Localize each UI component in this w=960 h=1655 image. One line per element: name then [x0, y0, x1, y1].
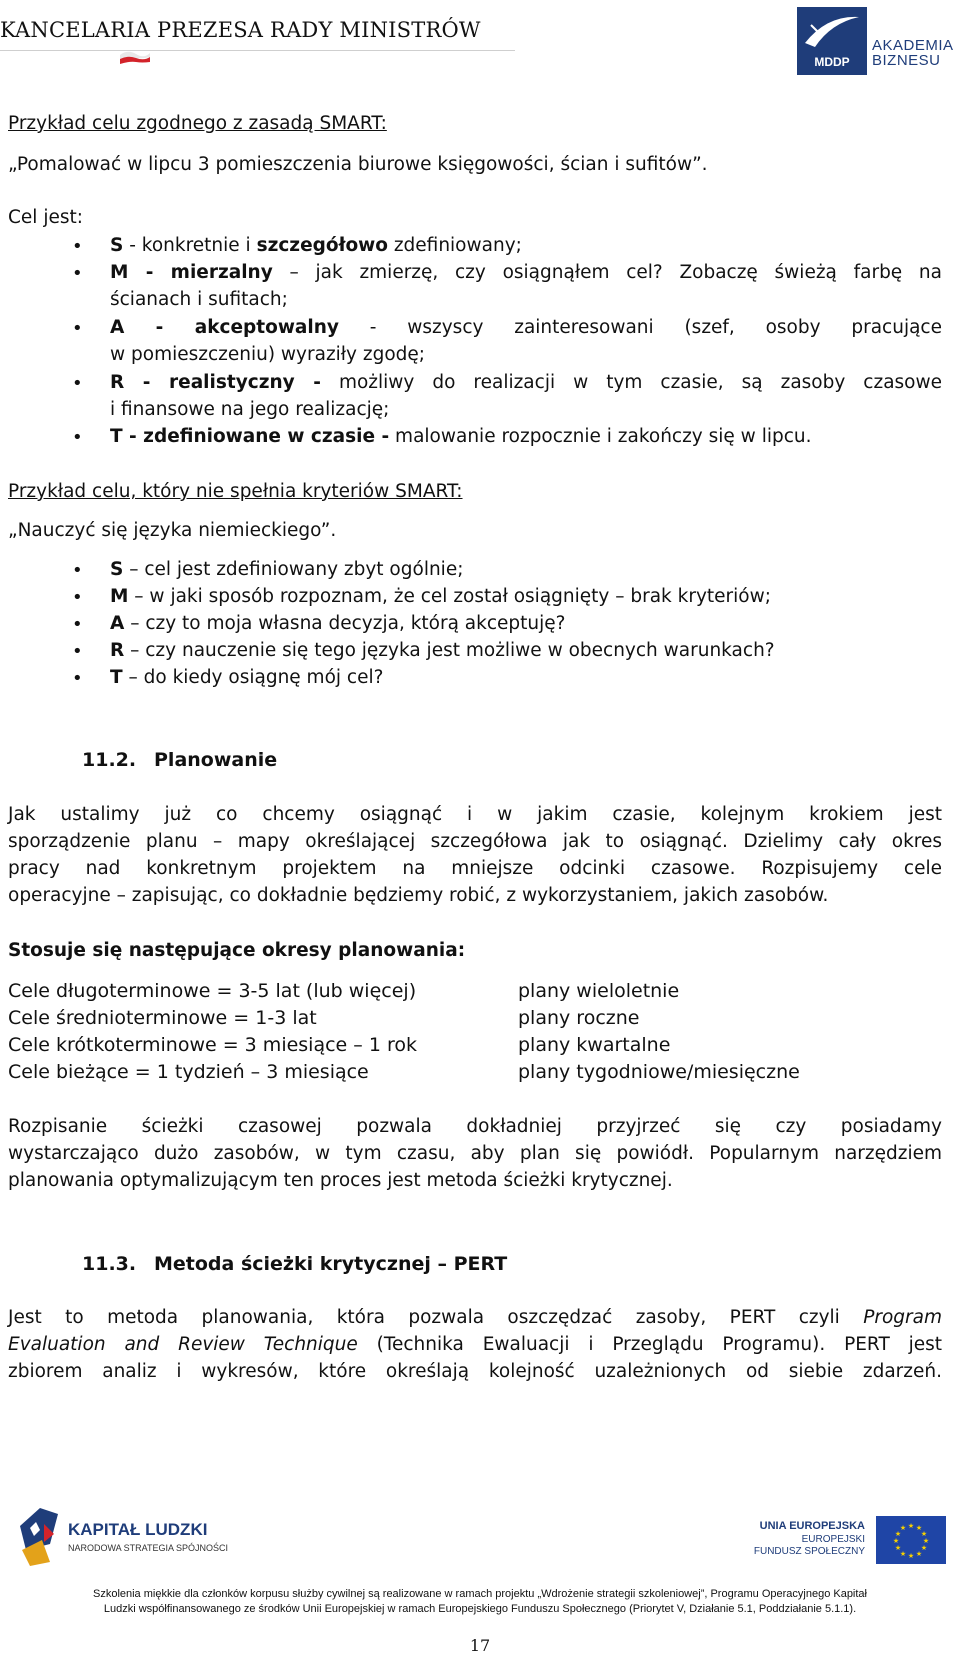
- smart-bad-heading: Przykład celu, który nie spełnia kryteriów SMART:: [8, 481, 463, 502]
- period-left: Cele średnioterminowe = 1-3 lat: [8, 1007, 317, 1029]
- section-11-2-number: 11.2.: [82, 749, 137, 771]
- bullet-icon: •: [72, 641, 83, 662]
- smart-ok-item-s: S - konkretnie i szczegółowo zdefiniowany;: [110, 235, 522, 256]
- efs-line: EUROPEJSKI: [801, 1534, 865, 1545]
- svg-text:★: ★: [920, 1530, 928, 1538]
- kapital-ludzki-subtitle: NARODOWA STRATEGIA SPÓJNOŚCI: [68, 1543, 229, 1553]
- poland-flag-icon: [118, 47, 152, 65]
- eu-stars-icon: [876, 1516, 946, 1564]
- smart-bad-item-m: M – w jaki sposób rozpoznam, że cel został osiągnięty – brak kryteriów;: [110, 586, 771, 607]
- period-right: plany tygodniowe/miesięczne: [518, 1061, 800, 1083]
- critical-path-para-line: planowania optymalizującym ten proces jest metoda ścieżki krytycznej.: [8, 1170, 673, 1191]
- smart-ok-quote: „Pomalować w lipcu 3 pomieszczenia biurowe księgowości, ścian i sufitów”.: [8, 154, 708, 175]
- planning-para-line: sporządzenie planu – mapy określającej szczegółowa jak to osiągnąć. Dzielimy cały okres: [8, 831, 942, 852]
- page-number: 17: [469, 1636, 491, 1655]
- mddp-logo: [797, 7, 867, 75]
- section-11-3-title: Metoda ścieżki krytycznej – PERT: [154, 1253, 508, 1275]
- mddp-label: MDDP: [814, 55, 850, 69]
- bullet-icon: •: [72, 587, 83, 608]
- svg-text:★: ★: [922, 1537, 930, 1545]
- eu-flag-icon: [876, 1516, 946, 1564]
- pert-para-line: Jest to metoda planowania, która pozwala oszczędzać zasoby, PERT czyli Program: [8, 1307, 942, 1328]
- critical-path-para-line: wystarczająco dużo zasobów, w tym czasu, aby plan się powiódł. Popularnym narzędziem: [8, 1143, 942, 1164]
- bullet-icon: •: [72, 236, 83, 257]
- smart-bad-quote: „Nauczyć się języka niemieckiego”.: [8, 520, 337, 541]
- critical-path-para-line: Rozpisanie ścieżki czasowej pozwala dokładniej przyjrzeć się czy posiadamy: [8, 1116, 942, 1137]
- svg-text:★: ★: [892, 1537, 900, 1545]
- svg-text:★: ★: [920, 1544, 928, 1552]
- period-right: plany kwartalne: [518, 1034, 671, 1056]
- kapital-ludzki-title: KAPITAŁ LUDZKI: [68, 1520, 208, 1539]
- smart-ok-intro: Cel jest:: [8, 207, 83, 228]
- planning-para-line: pracy nad konkretnym projektem na mniejsze odcinki czasowe. Rozpisujemy cele: [8, 858, 942, 879]
- smart-ok-item-m-cont: ścianach i sufitach;: [110, 289, 288, 310]
- pert-para-line: zbiorem analiz i wykresów, które określają kolejność uzależnionych od siebie zdarzeń.: [8, 1361, 942, 1382]
- period-left: Cele bieżące = 1 tydzień – 3 miesiące: [8, 1061, 369, 1083]
- svg-text:★: ★: [899, 1550, 907, 1558]
- eu-label: UNIA EUROPEJSKA: [759, 1520, 865, 1532]
- biznesu-line: BIZNESU: [872, 52, 941, 69]
- planning-para-line: Jak ustalimy już co chcemy osiągnąć i w jakim czasie, kolejnym krokiem jest: [8, 804, 942, 825]
- planning-para-line: operacyjne – zapisując, co dokładnie będziemy robić, z wykorzystaniem, jakich zasobów.: [8, 885, 829, 906]
- smart-bad-item-t: T – do kiedy osiągnę mój cel?: [110, 667, 384, 688]
- akademia-biznesu-logo: [872, 38, 954, 68]
- svg-text:★: ★: [915, 1524, 923, 1532]
- svg-text:★: ★: [915, 1550, 923, 1558]
- period-right: plany roczne: [518, 1007, 640, 1029]
- period-left: Cele długoterminowe = 3-5 lat (lub więcej): [8, 980, 417, 1002]
- bullet-icon: •: [72, 560, 83, 581]
- smart-bad-item-r: R – czy nauczenie się tego języka jest możliwe w obecnych warunkach?: [110, 640, 775, 661]
- smart-ok-item-m: M - mierzalny – jak zmierzę, czy osiągnąłem cel? Zobaczę świeżą farbę na: [110, 262, 942, 283]
- smart-bad-item-a: A – czy to moja własna decyzja, którą akceptuję?: [110, 613, 566, 634]
- period-left: Cele krótkoterminowe = 3 miesiące – 1 rok: [8, 1034, 417, 1056]
- header-divider: [0, 50, 515, 51]
- bullet-icon: •: [72, 427, 83, 448]
- header-title: KANCELARIA PREZESA RADY MINISTRÓW: [0, 18, 481, 42]
- periods-heading: Stosuje się następujące okresy planowania:: [8, 940, 466, 961]
- smart-ok-item-r-cont: i finansowe na jego realizację;: [110, 399, 390, 420]
- smart-bad-item-s: S – cel jest zdefiniowany zbyt ogólnie;: [110, 559, 464, 580]
- bullet-icon: •: [72, 614, 83, 635]
- svg-text:★: ★: [894, 1544, 902, 1552]
- smart-ok-item-r: R - realistyczny - możliwy do realizacji w tym czasie, są zasoby czasowe: [110, 372, 942, 393]
- efs-label: [705, 1534, 865, 1558]
- funding-note: Szkolenia miękkie dla członków korpusu służby cywilnej są realizowane w ramach projektu „Wdrożenie strategii szkoleniowej”, Programu Operacyjnego Kapitał: [92, 1588, 867, 1600]
- bullet-icon: •: [72, 318, 83, 339]
- funding-note: Ludzki współfinansowanego ze środków Unii Europejskiej w ramach Europejskiego Funduszu Społecznego (Priorytet V, Działanie 5.1, Poddziałanie 5.1.1).: [103, 1603, 857, 1615]
- bullet-icon: •: [72, 668, 83, 689]
- akademia-line: AKADEMIA: [872, 37, 954, 54]
- section-11-2-title: Planowanie: [154, 749, 278, 771]
- smart-ok-heading: Przykład celu zgodnego z zasadą SMART:: [8, 113, 387, 134]
- pert-para-line: Evaluation and Review Technique (Technika Ewaluacji i Przeglądu Programu). PERT jest: [8, 1334, 942, 1355]
- efs-line: FUNDUSZ SPOŁECZNY: [753, 1546, 865, 1557]
- bullet-icon: •: [72, 263, 83, 284]
- period-right: plany wieloletnie: [518, 980, 680, 1002]
- mddp-swoosh-icon: [797, 7, 867, 57]
- section-11-3-number: 11.3.: [82, 1253, 137, 1275]
- smart-ok-item-a-cont: w pomieszczeniu) wyraziły zgodę;: [110, 344, 426, 365]
- svg-text:★: ★: [907, 1522, 915, 1530]
- smart-ok-item-t: T - zdefiniowane w czasie - malowanie rozpocznie i zakończy się w lipcu.: [110, 426, 812, 447]
- svg-text:★: ★: [907, 1552, 915, 1560]
- svg-text:★: ★: [894, 1530, 902, 1538]
- kapital-ludzki-logo-icon: [20, 1504, 58, 1566]
- smart-ok-item-a: A - akceptowalny - wszyscy zainteresowani (szef, osoby pracujące: [110, 317, 942, 338]
- svg-text:★: ★: [899, 1524, 907, 1532]
- bullet-icon: •: [72, 373, 83, 394]
